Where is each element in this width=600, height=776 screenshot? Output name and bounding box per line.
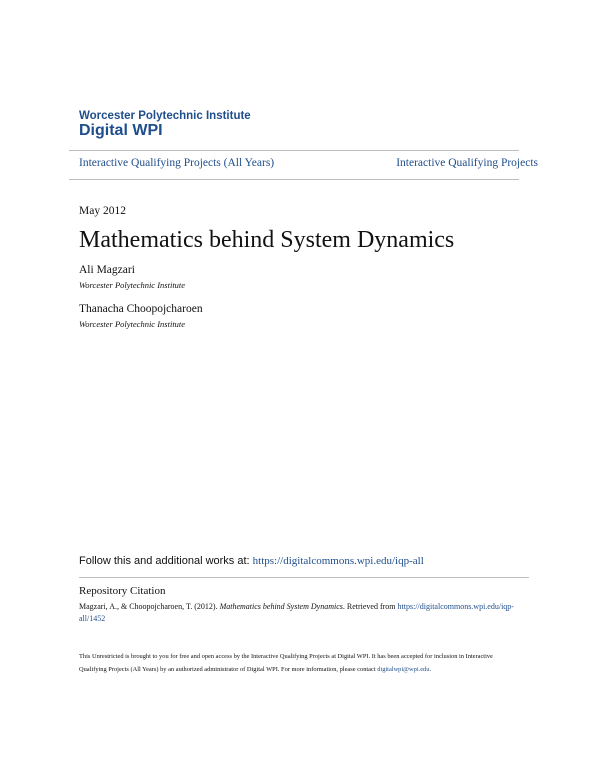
author-affiliation: Worcester Polytechnic Institute	[79, 280, 186, 290]
citation-title: Mathematics behind System Dynamics	[219, 602, 343, 611]
access-notice	[79, 650, 519, 676]
publication-date: May 2012	[79, 205, 126, 217]
citation-text	[79, 601, 519, 625]
contact-email-link[interactable]: digitalwpi@wpi.edu	[377, 666, 430, 673]
notice-end: .	[429, 666, 432, 673]
institution-name: Worcester Polytechnic Institute	[79, 110, 251, 122]
notice-text: This Unrestricted is brought to you for free and open access by the Interactive Qualifying Projects at Digital WPI. It has been accepted for inclusion in Interactive Qualifying Projects (All Years) by an authorized administrator of Digital WPI. For more information, please contact	[79, 653, 493, 673]
author-name[interactable]: Thanacha Choopojcharoen	[79, 303, 203, 315]
citation-retrieved: . Retrieved from	[342, 602, 396, 611]
citation-prefix: Magzari, A., & Choopojcharoen, T. (2012).	[79, 602, 218, 611]
citation-heading: Repository Citation	[79, 585, 166, 597]
series-link[interactable]: Interactive Qualifying Projects	[396, 157, 538, 169]
author-affiliation: Worcester Polytechnic Institute	[79, 319, 186, 329]
follow-label: Follow this and additional works at:	[79, 555, 250, 567]
follow-line	[79, 555, 424, 567]
citation-url-link[interactable]: https://digitalcommons.wpi.edu/iqp-all/1452	[79, 602, 514, 623]
follow-url-link[interactable]: https://digitalcommons.wpi.edu/iqp-all	[252, 555, 424, 567]
divider	[69, 150, 519, 151]
author-name[interactable]: Ali Magzari	[79, 264, 135, 276]
divider	[69, 179, 519, 180]
document-title: Mathematics behind System Dynamics	[79, 227, 455, 253]
site-name[interactable]: Digital WPI	[79, 122, 163, 139]
divider	[79, 577, 529, 578]
collection-link[interactable]: Interactive Qualifying Projects (All Years)	[79, 157, 275, 169]
